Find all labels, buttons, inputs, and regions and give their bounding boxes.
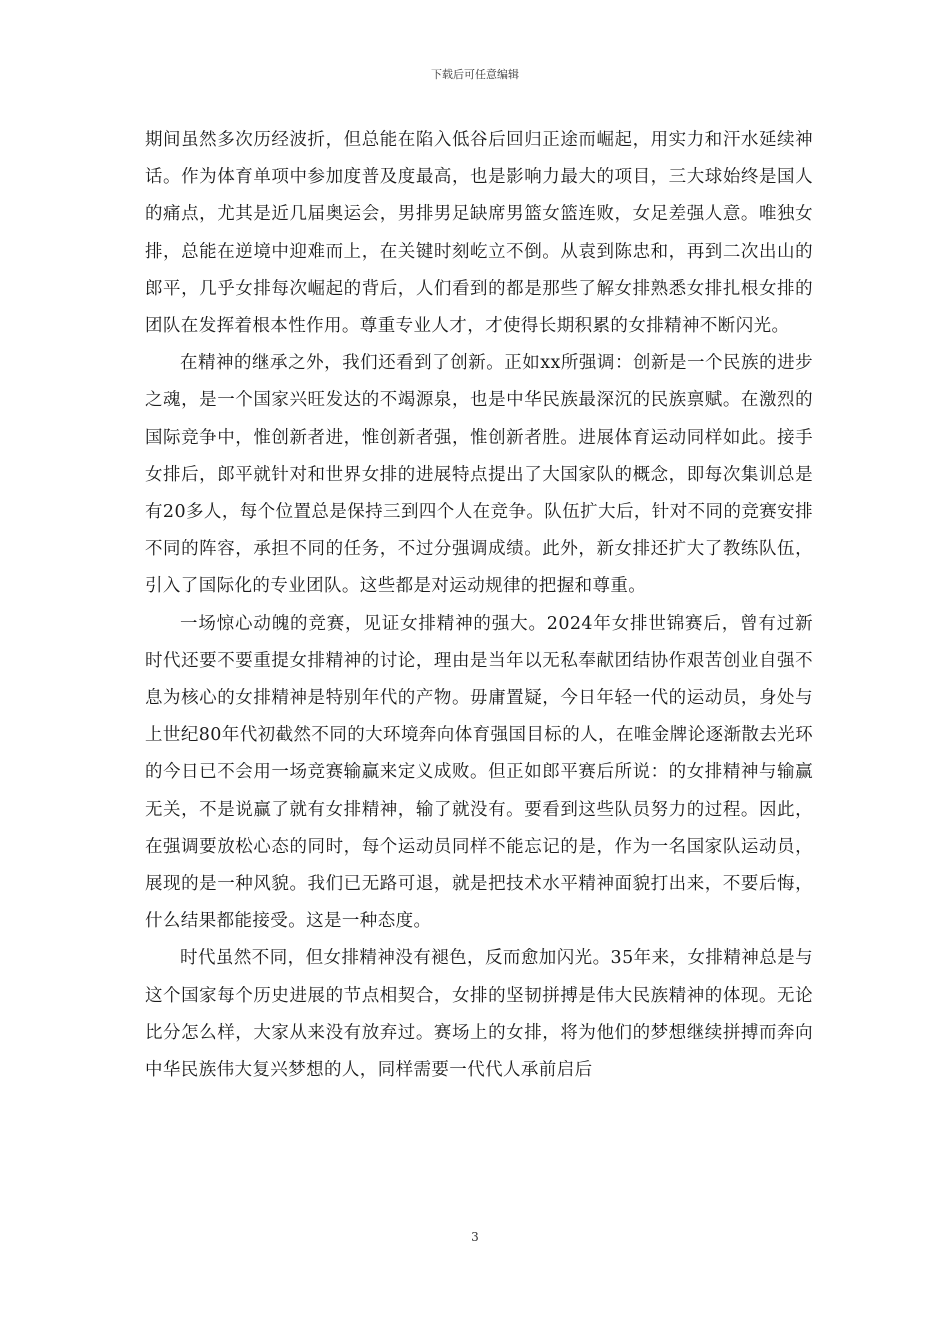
- paragraph-innovation: 在精神的继承之外，我们还看到了创新。正如xx所强调：创新是一个民族的进步之魂，是一个国家兴旺发达的不竭源泉，也是中华民族最深沉的民族禀赋。在激烈的国际竞争中，惟创新者进，惟创新者强，惟创新者胜。进展体育运动同样如此。接手女排后，郎平就针对和世界女排的进展特点提出了大国家队的概念，即每次集训总是有20多人，每个位置总是保持三到四个人在竞争。队伍扩大后，针对不同的竞赛安排不同的阵容，承担不同的任务，不过分强调成绩。此外，新女排还扩大了教练队伍，引入了国际化的专业团队。这些都是对运动规律的把握和尊重。: [145, 353, 813, 597]
- page-number: 3: [471, 1230, 479, 1244]
- document-body: [145, 122, 813, 1089]
- paragraph-competition: 一场惊心动魄的竞赛，见证女排精神的强大。2024年女排世锦赛后，曾有过新时代还要不要重提女排精神的讨论，理由是当年以无私奉献团结协作艰苦创业自强不息为核心的女排精神是特别年代的产物。毋庸置疑，今日年轻一代的运动员，身处与上世纪80年代初截然不同的大环境奔向体育强国目标的人，在唯金牌论逐渐散去光环的今日已不会用一场竞赛输赢来定义成败。但正如郎平赛后所说：的女排精神与输赢无关，不是说赢了就有女排精神，输了就没有。要看到这些队员努力的过程。因此，在强调要放松心态的同时，每个运动员同样不能忘记的是，作为一名国家队运动员，展现的是一种风貌。我们已无路可退，就是把技术水平精神面貌打出来，不要后悔，什么结果都能接受。这是一种态度。: [145, 613, 813, 932]
- paragraph-continuation: 期间虽然多次历经波折，但总能在陷入低谷后回归正途而崛起，用实力和汗水延续神话。作为体育单项中参加度普及度最高，也是影响力最大的项目，三大球始终是国人的痛点，尤其是近几届奥运会，男排男足缺席男篮女篮连败，女足差强人意。唯独女排，总能在逆境中迎难而上，在关键时刻屹立不倒。从袁到陈忠和，再到二次出山的郎平，几乎女排每次崛起的背后，人们看到的都是那些了解女排熟悉女排扎根女排的团队在发挥着根本性作用。尊重专业人才，才使得长期积累的女排精神不断闪光。: [145, 130, 813, 337]
- paragraph-era: 时代虽然不同，但女排精神没有褪色，反而愈加闪光。35年来，女排精神总是与这个国家每个历史进展的节点相契合，女排的坚韧拼搏是伟大民族精神的体现。无论比分怎么样，大家从来没有放弃过。赛场上的女排，将为他们的梦想继续拼搏而奔向中华民族伟大复兴梦想的人，同样需要一代代人承前启后: [145, 948, 813, 1081]
- page-header: 下载后可任意编辑: [431, 68, 519, 81]
